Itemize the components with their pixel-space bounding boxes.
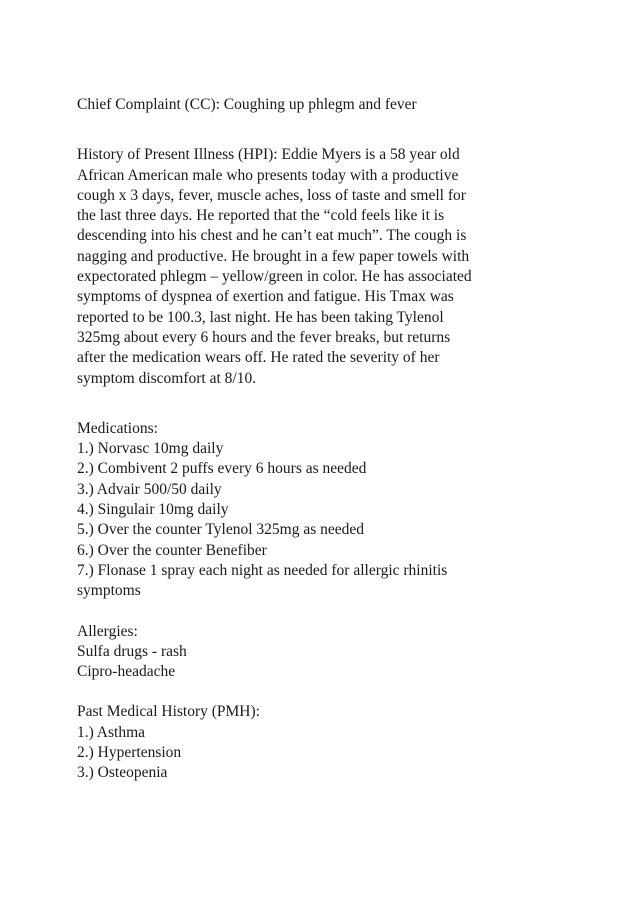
allergy-item: Cipro-headache (77, 663, 176, 681)
hpi-line: nagging and productive. He brought in a few paper towels with (77, 247, 470, 265)
hpi-line: reported to be 100.3, last night. He has been taking Tylenol (77, 308, 444, 326)
medication-item: 4.) Singulair 10mg daily (77, 501, 229, 519)
spacer (77, 115, 597, 145)
medication-item: 3.) Advair 500/50 daily (77, 480, 222, 498)
spacer (77, 389, 597, 419)
hpi-line: cough x 3 days, fever, muscle aches, loss of taste and smell for (77, 186, 466, 204)
medications-section (77, 419, 597, 602)
medication-item: 1.) Norvasc 10mg daily (77, 440, 224, 458)
pmh-item: 1.) Asthma (77, 723, 146, 741)
allergies-section (77, 622, 597, 683)
hpi-section (77, 145, 597, 389)
medication-item: 2.) Combivent 2 puffs every 6 hours as needed (77, 460, 367, 478)
chief-complaint: Chief Complaint (CC): Coughing up phlegm and fever (77, 96, 417, 113)
hpi-line: symptoms of dyspnea of exertion and fatigue. His Tmax was (77, 288, 454, 306)
document-body (77, 95, 597, 784)
medication-item: 7.) Flonase 1 spray each night as needed for allergic rhinitis (77, 561, 448, 579)
pmh-item: 2.) Hypertension (77, 744, 182, 762)
medications-heading: Medications: (77, 419, 158, 437)
allergy-item: Sulfa drugs - rash (77, 642, 187, 660)
hpi-line: expectorated phlegm – yellow/green in color. He has associated (77, 268, 472, 286)
pmh-item: 3.) Osteopenia (77, 764, 168, 782)
pmh-heading: Past Medical History (PMH): (77, 703, 260, 721)
hpi-line: African American male who presents today with a productive (77, 166, 459, 184)
hpi-line: History of Present Illness (HPI): Eddie Myers is a 58 year old (77, 146, 460, 164)
hpi-line: symptom discomfort at 8/10. (77, 369, 257, 387)
hpi-line: 325mg about every 6 hours and the fever breaks, but returns (77, 328, 451, 346)
spacer (77, 682, 597, 702)
hpi-line: after the medication wears off. He rated the severity of her (77, 349, 440, 367)
medication-item: symptoms (77, 582, 141, 600)
medication-item: 5.) Over the counter Tylenol 325mg as needed (77, 521, 365, 539)
pmh-section (77, 702, 597, 783)
hpi-line: the last three days. He reported that the “cold feels like it is (77, 207, 445, 225)
allergies-heading: Allergies: (77, 622, 138, 640)
hpi-line: descending into his chest and he can’t eat much”. The cough is (77, 227, 467, 245)
medication-item: 6.) Over the counter Benefiber (77, 541, 267, 559)
spacer (77, 602, 597, 622)
